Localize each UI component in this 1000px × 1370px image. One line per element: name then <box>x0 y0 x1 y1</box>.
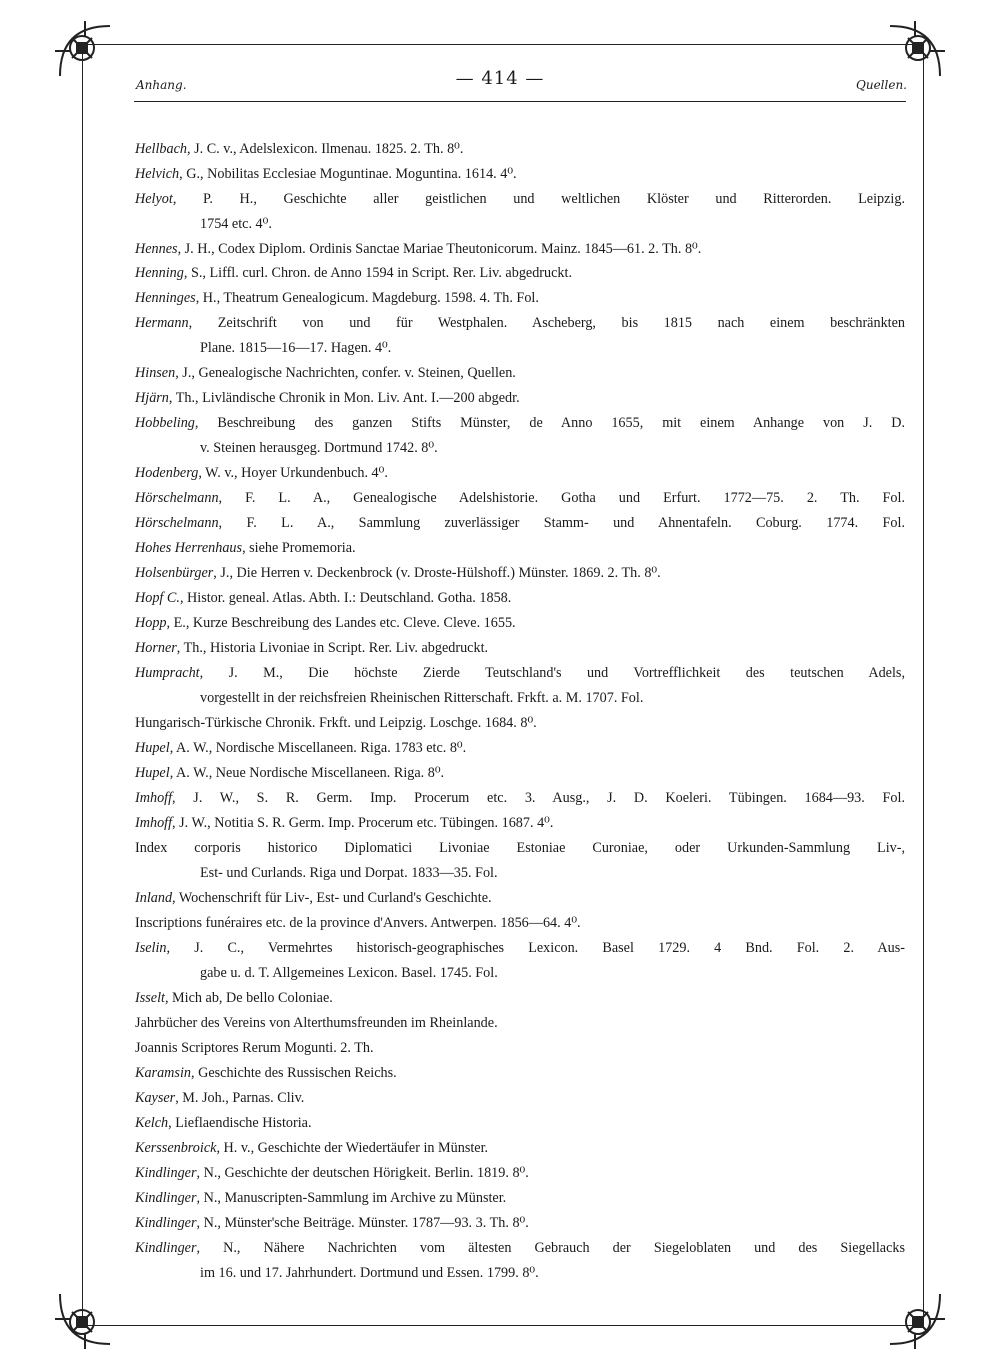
entry-line-continued: v. Steinen herausgeg. Dortmund 1742. 8⁰. <box>200 440 438 456</box>
entry-line: Karamsin, Geschichte des Russischen Reichs. <box>135 1065 397 1081</box>
entry-line: Joannis Scriptores Rerum Mogunti. 2. Th. <box>135 1040 374 1056</box>
entry-line: Jahrbücher des Vereins von Alterthumsfreunden im Rheinlande. <box>135 1015 498 1031</box>
entry-line: Hungarisch-Türkische Chronik. Frkft. und Leipzig. Loschge. 1684. 8⁰. <box>135 715 537 731</box>
entry-line: Kindlinger, N., Nähere Nachrichten vom ältesten Gebrauch der Siegeloblaten und des Siegellacks <box>135 1240 905 1256</box>
entry-line: Henning, S., Liffl. curl. Chron. de Anno 1594 in Script. Rer. Liv. abgedruckt. <box>135 265 573 281</box>
header-rule <box>134 101 906 102</box>
entry-line: Hohes Herrenhaus, siehe Promemoria. <box>135 540 356 556</box>
entry-line: Iselin, J. C., Vermehrtes historisch-geographisches Lexicon. Basel 1729. 4 Bnd. Fol. 2. Aus- <box>135 940 905 956</box>
entry-line: Hopp, E., Kurze Beschreibung des Landes etc. Cleve. Cleve. 1655. <box>135 615 516 631</box>
entry-line: Index corporis historico Diplomatici Livoniae Estoniae Curoniae, oder Urkunden-Sammlung Liv-, <box>135 840 905 856</box>
page-border <box>82 44 924 1326</box>
entry-line: Inscriptions funéraires etc. de la province d'Anvers. Antwerpen. 1856—64. 4⁰. <box>135 915 581 931</box>
entry-line: Isselt, Mich ab, De bello Coloniae. <box>135 990 333 1006</box>
entry-line: Kindlinger, N., Geschichte der deutschen Hörigkeit. Berlin. 1819. 8⁰. <box>135 1165 529 1181</box>
page-number: — 414 — <box>455 68 545 89</box>
entry-line-continued: Plane. 1815—16—17. Hagen. 4⁰. <box>200 340 392 356</box>
entry-line: Hobbeling, Beschreibung des ganzen Stifts Münster, de Anno 1655, mit einem Anhange von J. D. <box>135 415 905 431</box>
entry-line: Hellbach, J. C. v., Adelslexicon. Ilmenau. 1825. 2. Th. 8⁰. <box>135 141 464 157</box>
entry-line: Imhoff, J. W., Notitia S. R. Germ. Imp. Procerum etc. Tübingen. 1687. 4⁰. <box>135 815 554 831</box>
entry-line: Hupel, A. W., Nordische Miscellaneen. Riga. 1783 etc. 8⁰. <box>135 740 467 756</box>
entry-line: Hopf C., Histor. geneal. Atlas. Abth. I.: Deutschland. Gotha. 1858. <box>135 590 512 606</box>
entry-line: Imhoff, J. W., S. R. Germ. Imp. Procerum etc. 3. Ausg., J. D. Koeleri. Tübingen. 1684—93. Fol. <box>135 790 905 806</box>
entry-line: Kerssenbroick, H. v., Geschichte der Wiedertäufer in Münster. <box>135 1140 489 1156</box>
running-head-left: Anhang. <box>136 78 187 92</box>
entry-line-continued: vorgestellt in der reichsfreien Rheinischen Ritterschaft. Frkft. a. M. 1707. Fol. <box>200 690 644 706</box>
entry-line: Helvich, G., Nobilitas Ecclesiae Moguntinae. Moguntina. 1614. 4⁰. <box>135 166 517 182</box>
entry-line: Hodenberg, W. v., Hoyer Urkundenbuch. 4⁰. <box>135 465 388 481</box>
entry-line: Kelch, Lieflaendische Historia. <box>135 1115 312 1131</box>
entry-line: Hupel, A. W., Neue Nordische Miscellaneen. Riga. 8⁰. <box>135 765 445 781</box>
ornament-corner-bottom-right <box>880 1284 950 1354</box>
entry-line: Kindlinger, N., Münster'sche Beiträge. Münster. 1787—93. 3. Th. 8⁰. <box>135 1215 529 1231</box>
entry-line: Horner, Th., Historia Livoniae in Script. Rer. Liv. abgedruckt. <box>135 640 489 656</box>
entry-line-continued: Est- und Curlands. Riga und Dorpat. 1833—35. Fol. <box>200 865 498 881</box>
running-head-right: Quellen. <box>856 78 907 92</box>
entry-line: Helyot, P. H., Geschichte aller geistlichen und weltlichen Klöster und Ritterorden. Leipzig. <box>135 191 905 207</box>
entry-line: Henninges, H., Theatrum Genealogicum. Magdeburg. 1598. 4. Th. Fol. <box>135 290 539 306</box>
entry-line: Kayser, M. Joh., Parnas. Cliv. <box>135 1090 305 1106</box>
entry-line: Hörschelmann, F. L. A., Sammlung zuverlässiger Stamm- und Ahnentafeln. Coburg. 1774. Fol. <box>135 515 905 531</box>
entry-line-continued: 1754 etc. 4⁰. <box>200 216 272 232</box>
entry-line: Kindlinger, N., Manuscripten-Sammlung im Archive zu Münster. <box>135 1190 507 1206</box>
entry-line-continued: gabe u. d. T. Allgemeines Lexicon. Basel. 1745. Fol. <box>200 965 498 981</box>
entry-line: Humpracht, J. M., Die höchste Zierde Teutschland's und Vortrefflichkeit des teutschen Adels, <box>135 665 905 681</box>
entry-line: Hörschelmann, F. L. A., Genealogische Adelshistorie. Gotha und Erfurt. 1772—75. 2. Th. Fol. <box>135 490 905 506</box>
entry-line: Holsenbürger, J., Die Herren v. Deckenbrock (v. Droste-Hülshoff.) Münster. 1869. 2. Th. 8⁰. <box>135 565 661 581</box>
ornament-corner-bottom-left <box>50 1284 120 1354</box>
entry-line: Inland, Wochenschrift für Liv-, Est- und Curland's Geschichte. <box>135 890 492 906</box>
entry-line: Hjärn, Th., Livländische Chronik in Mon. Liv. Ant. I.—200 abgedr. <box>135 390 520 406</box>
entry-line: Hermann, Zeitschrift von und für Westphalen. Ascheberg, bis 1815 nach einem beschränkten <box>135 315 905 331</box>
entry-line: Hennes, J. H., Codex Diplom. Ordinis Sanctae Mariae Theutonicorum. Mainz. 1845—61. 2. Th. 8⁰. <box>135 241 702 257</box>
entry-line: Hinsen, J., Genealogische Nachrichten, confer. v. Steinen, Quellen. <box>135 365 516 381</box>
entry-line-continued: im 16. und 17. Jahrhundert. Dortmund und Essen. 1799. 8⁰. <box>200 1265 539 1281</box>
